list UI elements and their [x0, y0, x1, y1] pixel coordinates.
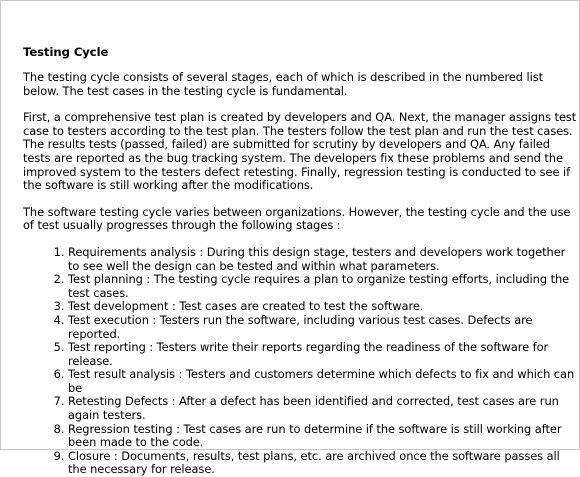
- list-item: 7. Retesting Defects : After a defect has been identified and corrected, test cases are run again testers.: [68, 395, 579, 422]
- list-item: 4. Test execution : Testers run the software, including various test cases. Defects are reported.: [68, 314, 579, 341]
- intro-paragraph: The testing cycle consists of several stages, each of which is described in the numbered list below. The test cases in the testing cycle is fundamental.: [23, 70, 544, 98]
- document-content: [23, 45, 579, 477]
- list-item: 8. Regression testing : Test cases are run to determine if the software is still working after been made to the code.: [68, 423, 579, 450]
- process-paragraph: First, a comprehensive test plan is created by developers and QA. Next, the manager assigns test case to testers according to the test plan. The testers follow the test plan and run the test cases. The results tests (passed, failed) are submitted for scrutiny by developers and QA. Any failed tests are reported as the bug tracking system. The developers fix these problems and send the improved system to the testers defect retesting. Finally, regression testing is conducted to see if the software is still working after the modifications.: [23, 110, 577, 193]
- list-item: 1. Requirements analysis : During this design stage, testers and developers work together to see well the design can be tested and within what parameters.: [68, 246, 579, 273]
- list-item: 5. Test reporting : Testers write their reports regarding the readiness of the software for release.: [68, 341, 579, 368]
- document-title: Testing Cycle: [23, 45, 109, 59]
- stages-list: [23, 246, 579, 477]
- list-item: 3. Test development : Test cases are created to test the software.: [68, 300, 579, 314]
- list-item: 9. Closure : Documents, results, test plans, etc. are archived once the software passes all the necessary for release.: [68, 450, 579, 477]
- list-item: 6. Test result analysis : Testers and customers determine which defects to fix and which can be: [68, 368, 579, 395]
- stages-intro-paragraph: The software testing cycle varies between organizations. However, the testing cycle and the use of test usually progresses through the following stages :: [23, 204, 571, 233]
- list-item: 2. Test planning : The testing cycle requires a plan to organize testing efforts, including the test cases.: [68, 273, 579, 300]
